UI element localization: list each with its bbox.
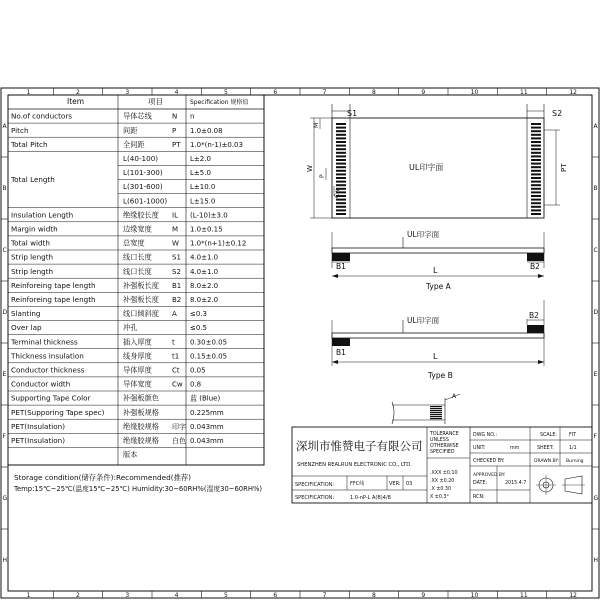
spec-item-cn: L(101-300) [123,168,163,178]
ruler-top-label: 3 [125,89,130,96]
spec-item-cn: 线口长度 [123,266,152,276]
spec-item-cn: 冲孔 [123,323,138,333]
ruler-top-label: 1 [26,89,31,96]
spec-item-cn: 导体宽度 [123,379,152,389]
ruler-top-label: 10 [470,89,479,96]
date-label: DATE: [473,481,488,486]
label-a: A [452,393,457,400]
caption-type-a: Type A [426,282,451,291]
conductor-stripe [531,188,541,190]
tol-row-4: X ±0.3° [430,495,449,500]
company-name-en: SHENZHEN REALRUN ELECTRONIC CO., LTD. [297,462,412,468]
spec-item-cn: L(40-100) [123,153,159,163]
scale-label: SCALE: [540,433,557,438]
conductor-stripe [336,209,346,211]
spec-item-en: PET(Insulation) [11,435,66,445]
spec-item-cn: 导体芯线 [123,111,152,121]
spec-item-symbol: 印字 [172,422,186,431]
spec-table [8,95,264,465]
ruler-bottom-label: 2 [76,592,80,599]
ruler-right-label: B [593,185,598,192]
conductor-stripe [531,170,541,172]
label-l-a: L [433,266,438,275]
conductor-stripe [336,137,346,139]
conductor-stripe [531,166,541,168]
storage-notes [13,473,262,493]
conductor-stripe [336,177,346,179]
conductor-stripe [336,181,346,183]
spec-item-symbol: P [172,126,177,135]
approved-label: APPROVED BY: [473,473,506,478]
spec-item-value: 0.05 [190,366,206,375]
ruler-right-label: C [593,247,598,254]
spec-item-cn: 边缘宽度 [123,224,152,234]
projection-symbol-icon [536,475,585,495]
conductor-stripe [531,155,541,157]
ruler-bottom-label: 1 [26,592,31,599]
spec-item-value: L±5.0 [190,169,211,178]
type-a-cable [332,248,544,253]
ruler-left-label: G [2,495,8,502]
conductors-left [336,123,346,215]
spec-item-cn: 绝缘胶长度 [123,210,159,220]
spec-item-en: Over lap [11,323,42,333]
label-b2-b: B2 [529,311,539,320]
spec-item-value: 1.0±0.08 [190,126,223,135]
conductor-stripe [336,170,346,172]
spec-item-en: Total Length [11,175,55,185]
spec-item-en: Supporting Tape Color [11,393,91,403]
conductor-stripe [336,206,346,208]
conductor-stripe [531,209,541,211]
spec-item-symbol: S1 [172,253,181,262]
conductor-stripe [336,213,346,215]
slant-tooth [430,408,442,409]
tolerance-2: UNLESS [430,438,449,443]
spec-item-cn: 导体厚度 [123,365,152,375]
conductor-stripe [336,123,346,125]
label-m: M [313,122,320,128]
conductor-stripe [531,123,541,125]
spec-item-value: 4.0±1.0 [190,253,219,262]
spec-item-symbol: IL [172,211,178,220]
ruler-right-label: A [593,123,598,130]
spec-header-cn: 项目 [148,97,163,106]
conductor-stripe [531,206,541,208]
spec-item-symbol: W [172,239,179,248]
label-s2: S2 [552,109,563,118]
conductor-stripe [336,152,346,154]
ruler-top-label: 2 [76,89,80,96]
type-b-cable [332,333,544,338]
ruler-bottom-label: 12 [569,592,577,599]
ruler-bottom-label: 8 [372,592,376,599]
slant-tooth [430,418,442,419]
spec-item-symbol: t1 [172,352,180,361]
conductor-stripe [531,148,541,150]
tolerance-4: SPECIFIED [430,450,455,455]
spec-item-value: L±10.0 [190,183,216,192]
conductor-stripe [336,155,346,157]
spec-item-value: 0.043mm [190,436,224,445]
checked-label: CHECKED BY: [473,459,505,464]
spec-label: SPECIFICATION: [295,482,335,488]
ver-value: 03 [406,481,413,487]
spec-item-symbol: N [172,112,178,121]
type-a-view [332,229,544,291]
type-a-stiffener-b2 [527,253,544,261]
spec-item-value: 蓝 (Blue) [190,394,221,403]
spec-item-value: ≤0.5 [190,324,207,333]
conductor-stripe [531,159,541,161]
rcn-label: RCN: [473,495,485,500]
ruler-bottom-label: 4 [174,592,179,599]
conductor-stripe [531,145,541,147]
spec-item-cn: 间距 [123,125,138,135]
spec-item-cn: 总宽度 [123,238,145,248]
spec-item-cn: 线身厚度 [123,351,152,361]
ruler-top-label: 5 [224,89,228,96]
spec-item-cn: L(301-600) [123,182,163,192]
tolerance-1: TOLERANCE [430,432,459,437]
spec-item-en: Pitch [11,125,29,135]
spec-item-value: ≤0.3 [190,310,207,319]
spec-item-en: Total Pitch [11,139,48,149]
ruler-left-label: B [2,185,7,192]
ruler-left-label: F [2,433,6,440]
conductor-stripe [531,130,541,132]
unit-value: mm [510,446,520,451]
conductor-stripe [531,152,541,154]
sheet-value: 1/1 [569,446,577,451]
spec-item-value: 8.0±2.0 [190,281,219,290]
spec-item-cn: 全间距 [123,139,145,149]
ruler-top-label: 4 [174,89,179,96]
spec-item-symbol: t [172,338,175,347]
spec-item-cn: 绝缘胶规格 [123,435,159,445]
spec-item-value: 0.8 [190,380,202,389]
label-b2-a: B2 [530,262,540,271]
spec-item-symbol: PT [172,140,181,149]
conductor-stripe [336,148,346,150]
spec-item-en: Thickness insulation [11,351,84,361]
spec-item-value: L±2.0 [190,154,211,163]
conductor-stripe [336,163,346,165]
inner-frame [8,95,592,591]
conductor-stripe [531,184,541,186]
spec-item-cn: 插入厚度 [123,337,152,347]
spec-item-en: No.of conductors [11,111,73,121]
type-b-stiffener-b1 [332,338,350,346]
ruler-right-label: H [593,557,599,564]
date-value: 2015.4.7 [505,481,527,486]
label-pt: PT [560,163,568,172]
ruler-right-label: D [593,309,599,316]
spec-item-en: Conductor width [11,379,71,389]
label-b1-a: B1 [336,262,346,271]
label-p: P [319,174,326,178]
type-b-stiffener-b2 [527,325,544,333]
scale-value: FIT [569,433,577,438]
type-a-stiffener-b1 [332,253,350,261]
ul-print-type-b: UL印字面 [407,316,440,325]
conductor-stripe [336,127,346,129]
spec-item-cn: 补强板长度 [123,280,159,290]
conductor-stripe [336,166,346,168]
tolerance-3: OTHERWISE [430,444,459,449]
outer-frame [1,88,599,598]
top-view [306,104,568,218]
ruler-right-label: G [593,495,599,502]
spec-item-value: L±15.0 [190,197,216,206]
conductor-stripe [336,141,346,143]
spec-item-value: 4.0±1.0 [190,267,219,276]
slant-tooth [430,410,442,411]
ruler-left-label: E [2,371,7,378]
spec-item-symbol: S2 [172,267,181,276]
unit-label: UNIT: [473,446,486,451]
spec-item-cn: 绝缘胶规格 [123,421,159,431]
slant-tooth [430,414,442,415]
conductor-stripe [336,130,346,132]
spec-item-value: 0.225mm [190,408,224,417]
drawn-value: Burning [566,459,584,464]
ruler-bottom-label: 6 [273,592,278,599]
specification-label: SPECIFICATION: [295,495,335,501]
spec-item-value: 0.043mm [190,422,224,431]
spec-item-en: Slanting [11,309,41,319]
spec-item-en: Conductor thickness [11,365,85,375]
spec-item-en: Terminal thickness [11,337,78,347]
spec-item-en: PET(Insulation) [11,421,66,431]
ruler-bottom-label: 9 [421,592,426,599]
ul-print-type-a: UL印字面 [407,230,440,239]
conductor-stripe [531,137,541,139]
spec-item-value: 1.0*(n-1)±0.03 [190,140,243,149]
spec-item-cn: 补强板颜色 [123,393,159,403]
conductor-stripe [531,163,541,165]
storage-line-1: Storage condition(储存条件):Recommended(推荐) [14,473,192,482]
type-b-view [332,300,544,380]
spec-item-en: Total width [11,238,50,248]
slant-tooth [430,412,442,413]
ruler-bottom-label: 11 [520,592,528,599]
conductor-stripe [336,159,346,161]
ruler-top-label: 12 [569,89,577,96]
spec-item-cn: 版本 [123,450,138,460]
ruler-bottom-label: 10 [470,592,479,599]
ffc-label: FFC线 [350,481,365,487]
label-s1: S1 [347,109,358,118]
spec-header-spec: Specification 规格值 [190,99,249,106]
spec-item-en: Insulation Length [11,210,74,220]
conductor-stripe [531,199,541,201]
spec-item-value: 1.0*(n+1)±0.12 [190,239,247,248]
spec-item-symbol: 白色 [172,436,186,445]
border-ruler [1,88,599,599]
spec-header-item: Item [67,97,85,106]
label-l-b: L [433,352,438,361]
title-block [292,427,592,503]
ruler-top-label: 6 [273,89,278,96]
dwg-no-label: DWG NO.: [473,433,497,438]
ruler-top-label: 8 [372,89,376,96]
ruler-left-label: H [2,557,8,564]
ruler-top-label: 7 [322,89,327,96]
conductor-stripe [531,213,541,215]
spec-item-en: Strip length [11,266,54,276]
label-w: W [306,165,314,172]
storage-line-2: Temp:15℃~25℃(温度15℃~25℃) Humidity:30~60RH%(湿度30~60RH%) [14,485,263,493]
spec-item-symbol: Cw [172,380,183,389]
spec-item-symbol: M [172,225,179,234]
spec-item-value: 0.15±0.05 [190,352,228,361]
spec-item-en: Reinforeing tape length [11,294,96,304]
spec-item-en: Margin width [11,224,58,234]
ruler-bottom-label: 3 [125,592,130,599]
conductor-stripe [531,202,541,204]
spec-item-cn: 线口长度 [123,252,152,262]
spec-item-value: 0.30±0.05 [190,338,228,347]
specification-value: 1.0-nP-L A(B)4/8 [350,495,391,501]
spec-item-value: 8.0±2.0 [190,295,219,304]
spec-item-en: Reinforeing tape length [11,280,96,290]
conductor-stripe [531,173,541,175]
conductor-stripe [531,177,541,179]
drawn-label: DRAWN BY: [534,459,559,464]
spec-item-en: PET(Supporing Tape spec) [11,407,105,417]
ruler-left-label: A [2,123,7,130]
ruler-bottom-label: 7 [322,592,327,599]
conductor-stripe [531,195,541,197]
spec-item-cn: 补强板长度 [123,294,159,304]
spec-item-symbol: A [172,310,177,319]
ul-print-top: UL印字面 [409,163,444,172]
conductor-stripe [336,145,346,147]
conductor-stripe [336,173,346,175]
ruler-bottom-label: 5 [224,592,228,599]
slanting-teeth [430,406,442,419]
conductor-stripe [531,134,541,136]
spec-item-value: n [190,112,195,121]
ruler-left-label: D [2,309,8,316]
conductor-stripe [531,141,541,143]
ruler-top-label: 9 [421,89,426,96]
spec-item-value: (L-10)±3.0 [190,211,228,220]
label-b1-b: B1 [336,348,346,357]
conductor-stripe [336,202,346,204]
slanting-detail [392,393,460,424]
caption-type-b: Type B [428,371,453,380]
tol-row-1: .XXX ±0.10 [430,471,458,476]
spec-item-cn: L(601-1000) [123,196,168,206]
conductors-right [531,123,541,215]
spec-item-value: 1.0±0.15 [190,225,223,234]
company-name-cn: 深圳市惟赞电子有限公司 [296,439,423,453]
tol-row-2: .XX ±0.20 [430,479,455,484]
spec-item-en: Strip length [11,252,54,262]
sheet-label: SHEET: [537,446,554,451]
spec-item-cn: 补强板规格 [123,407,159,417]
spec-item-symbol: Ct [172,366,180,375]
ruler-left-label: C [2,247,7,254]
label-cw: Cw [334,188,341,198]
spec-item-cn: 线口倾斜度 [123,309,159,319]
ruler-top-label: 11 [520,89,528,96]
ver-label: VER: [389,481,401,487]
tol-row-3: .X ±0.30 [430,487,452,492]
conductor-stripe [336,134,346,136]
conductor-stripe [336,184,346,186]
conductor-stripe [531,181,541,183]
spec-item-symbol: B2 [172,295,182,304]
ruler-right-label: E [593,371,598,378]
slant-tooth [430,416,442,417]
ruler-right-label: F [593,433,597,440]
conductor-stripe [531,191,541,193]
conductor-stripe [531,127,541,129]
spec-item-symbol: B1 [172,281,182,290]
slant-tooth [430,406,442,407]
